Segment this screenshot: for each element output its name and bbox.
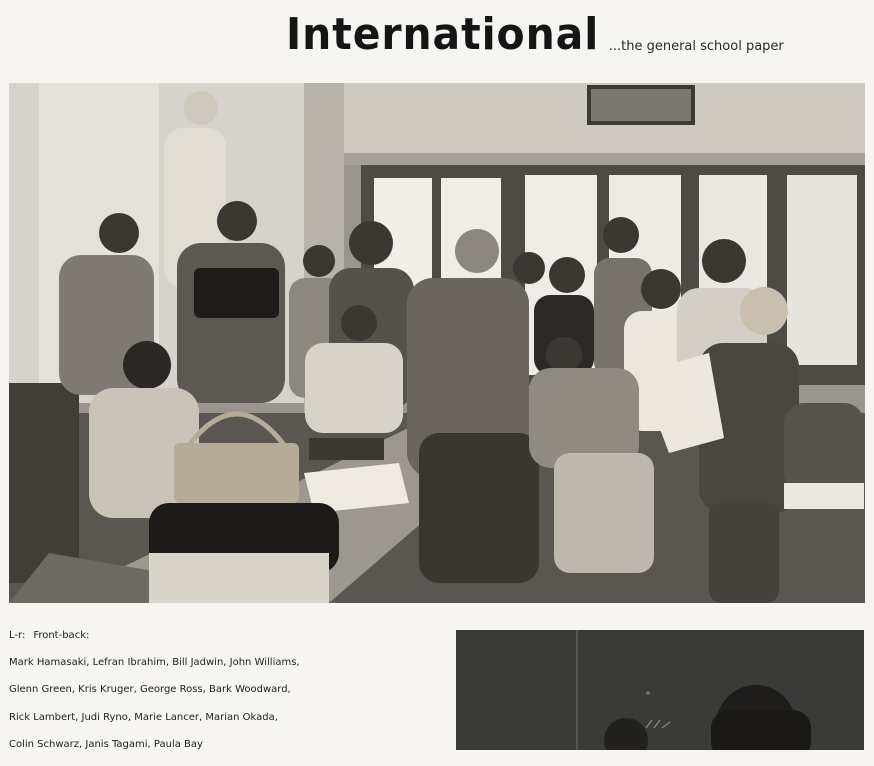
caption-order: Front-back: [33, 630, 90, 641]
caption-names-line: Rick Lambert, Judi Ryno, Marie Lancer, Marian Okada, [9, 711, 278, 723]
caption-names-line: Glenn Green, Kris Kruger, George Ross, Bark Woodward, [9, 684, 291, 696]
masthead [286, 0, 784, 60]
caption-names-line: Mark Hamasaki, Lefran Ibrahim, Bill Jadwin, John Williams, [9, 657, 300, 669]
main-group-photo-image [9, 83, 865, 603]
caption-prefix: L-r: [9, 630, 26, 641]
masthead-title: International [286, 9, 600, 60]
masthead-subtitle: ...the general school paper [608, 39, 784, 54]
secondary-photo [456, 630, 864, 750]
secondary-photo-image [456, 630, 864, 750]
main-group-photo [9, 83, 865, 603]
caption-heading [9, 630, 429, 657]
caption-names-line: Colin Schwarz, Janis Tagami, Paula Bay [9, 738, 203, 750]
photo-caption [9, 630, 429, 766]
